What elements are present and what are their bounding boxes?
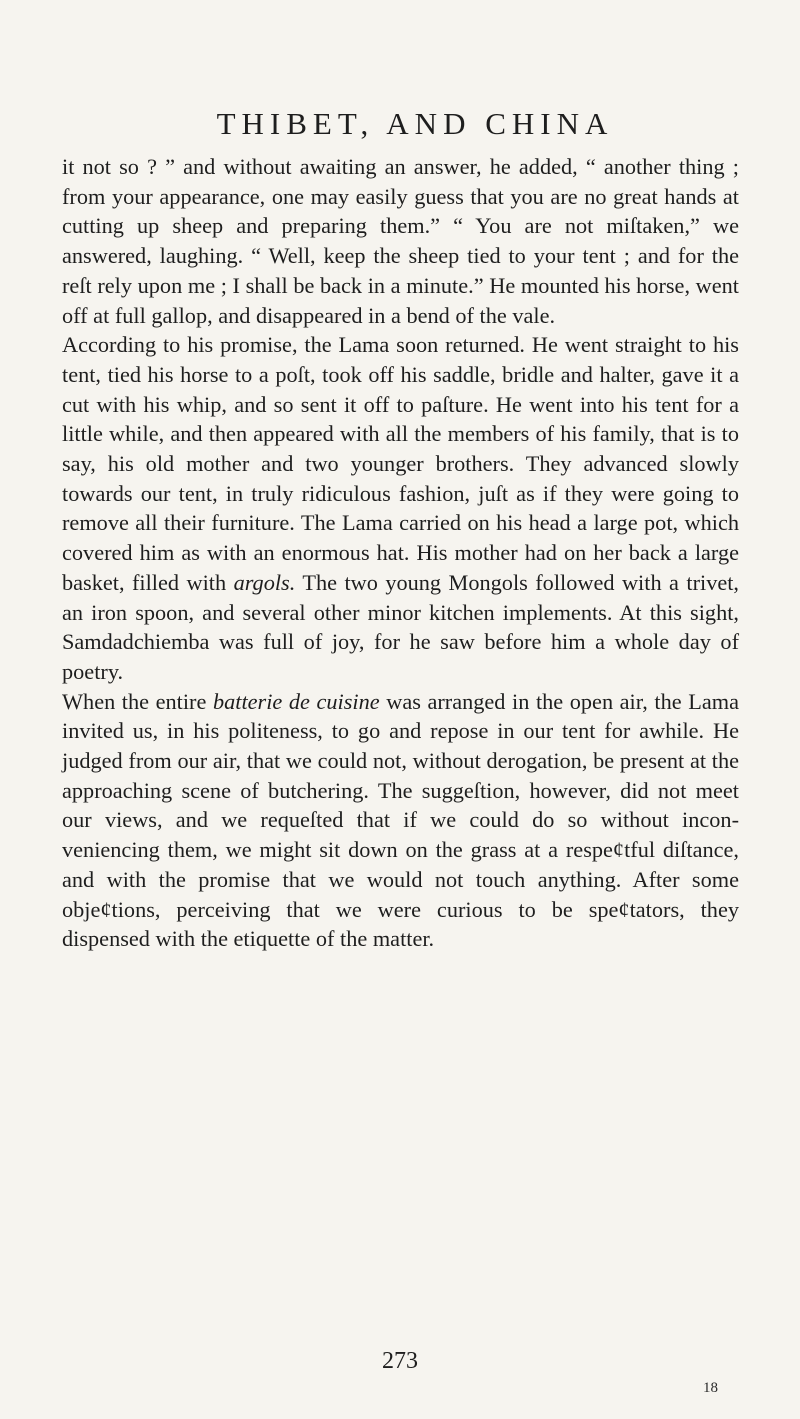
paragraph-text: it not so ? ” and without awaiting an answer, he added, “ another thing ; from your appearance, one may easily guess that you are no great hands at cutting up sheep and preparing them.” “ You are not miſtaken,” we answered, laughing. “ Well, keep the sheep tied to your tent ; and for the reſt rely upon me ; I shall be back in a minute.” He mounted his horse, went off at full gallop, and disappeared in a bend of the vale.	[62, 154, 739, 328]
paragraph-text: was arranged in the open air, the Lama invited us, in his politeness, to go and repose in our tent for awhile. He judged from our air, that we could not, without derogation, be present at the approaching scene of butchering. The suggeſtion, however, did not meet our views, and we requeſted that if we could do so without incon- veniencing them, we might sit down on the grass at a respe¢tful diſtance, and with the promise that we would not touch anything. After some obje¢tions, perceiving that we were curious to be spe¢tators, they dispensed with the etiquette of the matter.	[62, 688, 739, 952]
paragraph-text: When the entire	[62, 688, 213, 714]
signature-mark: 18	[703, 1380, 718, 1396]
paragraph-text: According to his promise, the Lama soon returned. He went straight to his tent, tied his horse to a poſt, took off his saddle, bridle and halter, gave it a cut with his whip, and so sent it off to paſture. He went into his tent for a little while, and then appeared with all the members of his family, that is to say, his old mother and two younger brothers. They advanced slowly towards our tent, in truly ridiculous fashion, juſt as if they were going to remove all their furniture. The Lama carried on his head a large pot, which covered him as with an enormous hat. His mother had on her back a large basket, filled with	[62, 332, 739, 595]
running-head: THIBET, AND CHINA	[216, 106, 614, 141]
italic-term-batterie: batterie de cuisine	[212, 688, 380, 714]
paragraph-3	[62, 687, 739, 954]
italic-term-argols: argols.	[233, 569, 296, 595]
paragraph-1	[62, 152, 739, 330]
paragraph-2	[62, 330, 739, 686]
paragraph-text: The two young Mongols followed with a trivet, an iron spoon, and several other minor kitchen implements. At this sight, Samdadchiemba was full of joy, for he saw before him a whole day of poetry.	[62, 569, 740, 684]
body-text	[62, 152, 739, 954]
page-number: 273	[382, 1348, 418, 1374]
